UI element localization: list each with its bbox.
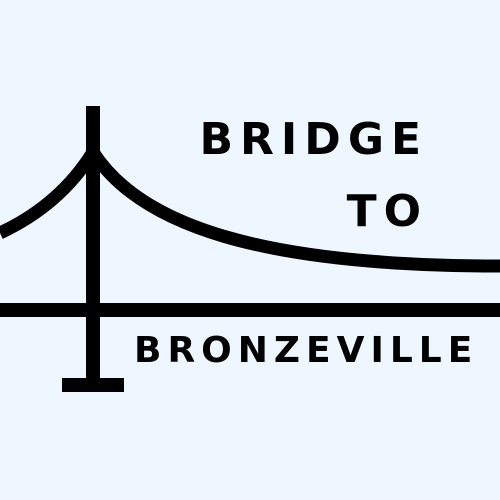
title-bronzeville: BRONZEVILLE	[134, 330, 479, 371]
title-bridge: BRIDGE	[199, 114, 428, 165]
bridge-deck	[0, 303, 500, 317]
tower-base	[62, 378, 124, 392]
title-to: TO	[346, 186, 428, 237]
bridge-tower	[86, 106, 100, 385]
